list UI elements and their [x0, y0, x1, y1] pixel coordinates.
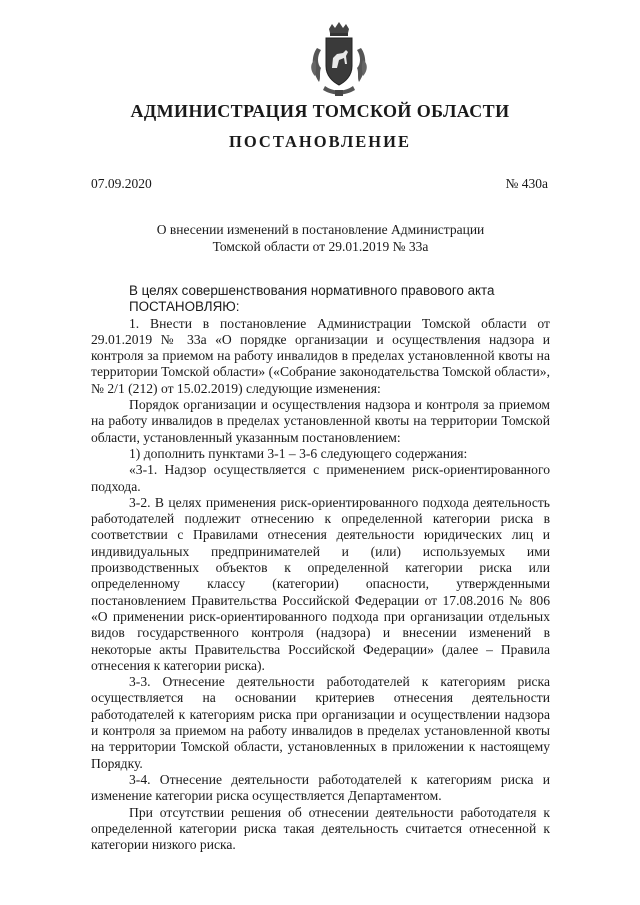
- paragraph-low-risk: При отсутствии решения об отнесении деятельности работодателя к определенной категории риска такая деятельность считается отнесенной к категории низкого риска.: [91, 804, 550, 853]
- paragraph-3-2: 3-2. В целях применения риск-ориентированного подхода деятельность работодателей подлежит отнесению к определенной категории риска в соответствии с Правилами отнесения деятельности юридических лиц и индивидуальных предпринимателей и (или) используемых ими производственных объектов к определенной категории риска или определенному классу (категории) опасности, утвержденными постановлением Правительства Российской Федерации от 17.08.2016 № 806 «О применении риск-ориентированного подхода при организации отдельных видов государственного контроля (надзора) и внесении изменений в некоторые акты Правительства Российской Федерации» (далее – Правила отнесения к категории риска).: [91, 494, 550, 673]
- document-type: ПОСТАНОВЛЕНИЕ: [229, 132, 411, 151]
- document-number: № 430а: [505, 176, 548, 191]
- document-subject: [91, 221, 550, 255]
- paragraph-3-4: 3-4. Отнесение деятельности работодателей к категориям риска и изменение категории риска осуществляется Департаментом.: [91, 771, 550, 804]
- paragraph-3-3: 3-3. Отнесение деятельности работодателей к категориям риска осуществляется на основании критериев отнесения деятельности работодателей к категориям риска при организации и осуществлении надзора и контроля за приемом на работу инвалидов в пределах установленной квоты на территории Томской области, установленных в приложении к настоящему Порядку.: [91, 674, 550, 771]
- subject-line-1: О внесении изменений в постановление Администрации: [156, 222, 485, 237]
- organization-name: АДМИНИСТРАЦИЯ ТОМСКОЙ ОБЛАСТИ: [130, 101, 510, 121]
- paragraph-resolve: ПОСТАНОВЛЯЮ:: [129, 299, 240, 315]
- subject-line-2: Томской области от 29.01.2019 № 33а: [212, 239, 429, 254]
- paragraph-procedure: Порядок организации и осуществления надзора и контроля за приемом на работу инвалидов в пределах установленной квоты на территории Томской области, установленный указанным постановлением:: [91, 397, 550, 445]
- tomsk-coat-of-arms-icon: [299, 20, 379, 100]
- document-date: 07.09.2020: [91, 176, 152, 191]
- paragraph-purpose: В целях совершенствования нормативного правового акта: [129, 283, 495, 298]
- paragraph-3-1: «3-1. Надзор осуществляется с применением риск-ориентированного подхода.: [91, 462, 550, 494]
- paragraph-subitem-1: 1) дополнить пунктами 3-1 – 3-6 следующего содержания:: [129, 445, 468, 461]
- paragraph-item-1: 1. Внести в постановление Администрации Томской области от 29.01.2019 № 33а «О порядке организации и осуществления надзора и контроля за приемом на работу инвалидов в пределах установленной квоты на территории Томской области» («Собрание законодательства Томской области», № 2/1 (212) от 15.02.2019) следующие изменения:: [91, 315, 551, 396]
- document-body: [91, 283, 550, 853]
